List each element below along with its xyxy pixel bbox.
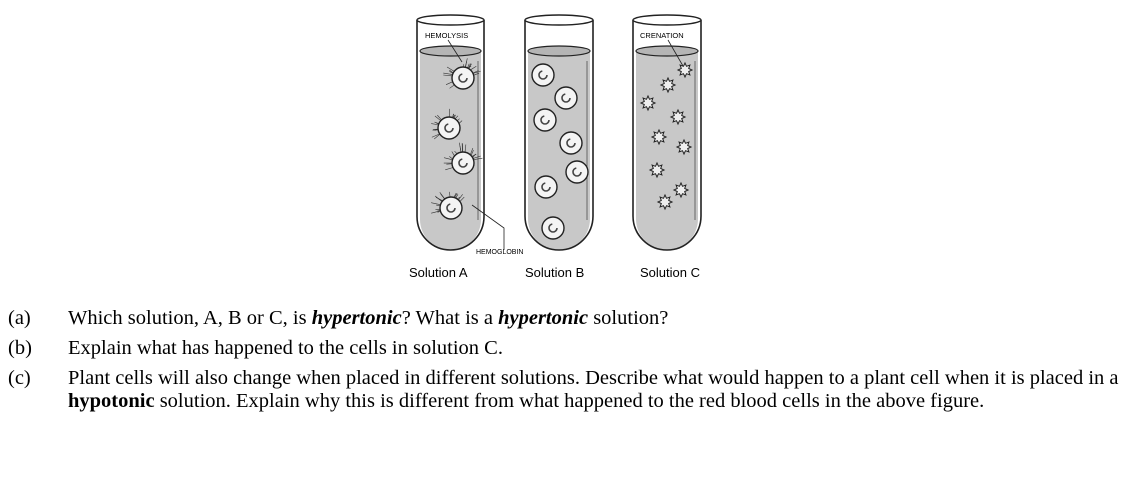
- test-tube-b: [525, 15, 593, 250]
- crenated-cell: [678, 63, 692, 77]
- hemoglobin-label: HEMOGLOBIN: [476, 249, 524, 256]
- question-text: Plant cells will also change when placed in different solutions. Describe what would happen to a plant cell when it is placed in a hypotonic solution. Explain why this is different from what happened to the red blood cells in the above figure.: [68, 367, 1119, 412]
- question-text: Which solution, A, B or C, is hypertonic? What is a hypertonic solution?: [68, 307, 669, 329]
- crenated-cell: [671, 110, 685, 124]
- test-tube-c: [633, 15, 701, 250]
- question-text: Explain what has happened to the cells in solution C.: [68, 337, 503, 359]
- tube-label-a: Solution A: [409, 265, 468, 280]
- crenated-cell: [652, 130, 666, 144]
- test-tube-a: [417, 15, 484, 250]
- red-blood-cell: [532, 64, 554, 86]
- red-blood-cell: [560, 132, 582, 154]
- question-label: (c): [8, 367, 31, 389]
- crenated-cell: [674, 183, 688, 197]
- red-blood-cell: [566, 161, 588, 183]
- crenated-cell: [661, 78, 675, 92]
- crenated-cell: [641, 96, 655, 110]
- crenated-cell: [658, 195, 672, 209]
- question-label: (b): [8, 337, 32, 359]
- red-blood-cell: [555, 87, 577, 109]
- hemolysis-label: HEMOLYSIS: [425, 31, 469, 40]
- crenated-cell: [677, 140, 691, 154]
- tube-label-c: Solution C: [640, 265, 700, 280]
- red-blood-cell: [542, 217, 564, 239]
- red-blood-cell: [534, 109, 556, 131]
- red-blood-cell: [535, 176, 557, 198]
- crenation-label: CRENATION: [640, 31, 684, 40]
- question-label: (a): [8, 307, 31, 329]
- crenated-cell: [650, 163, 664, 177]
- tube-label-b: Solution B: [525, 265, 585, 280]
